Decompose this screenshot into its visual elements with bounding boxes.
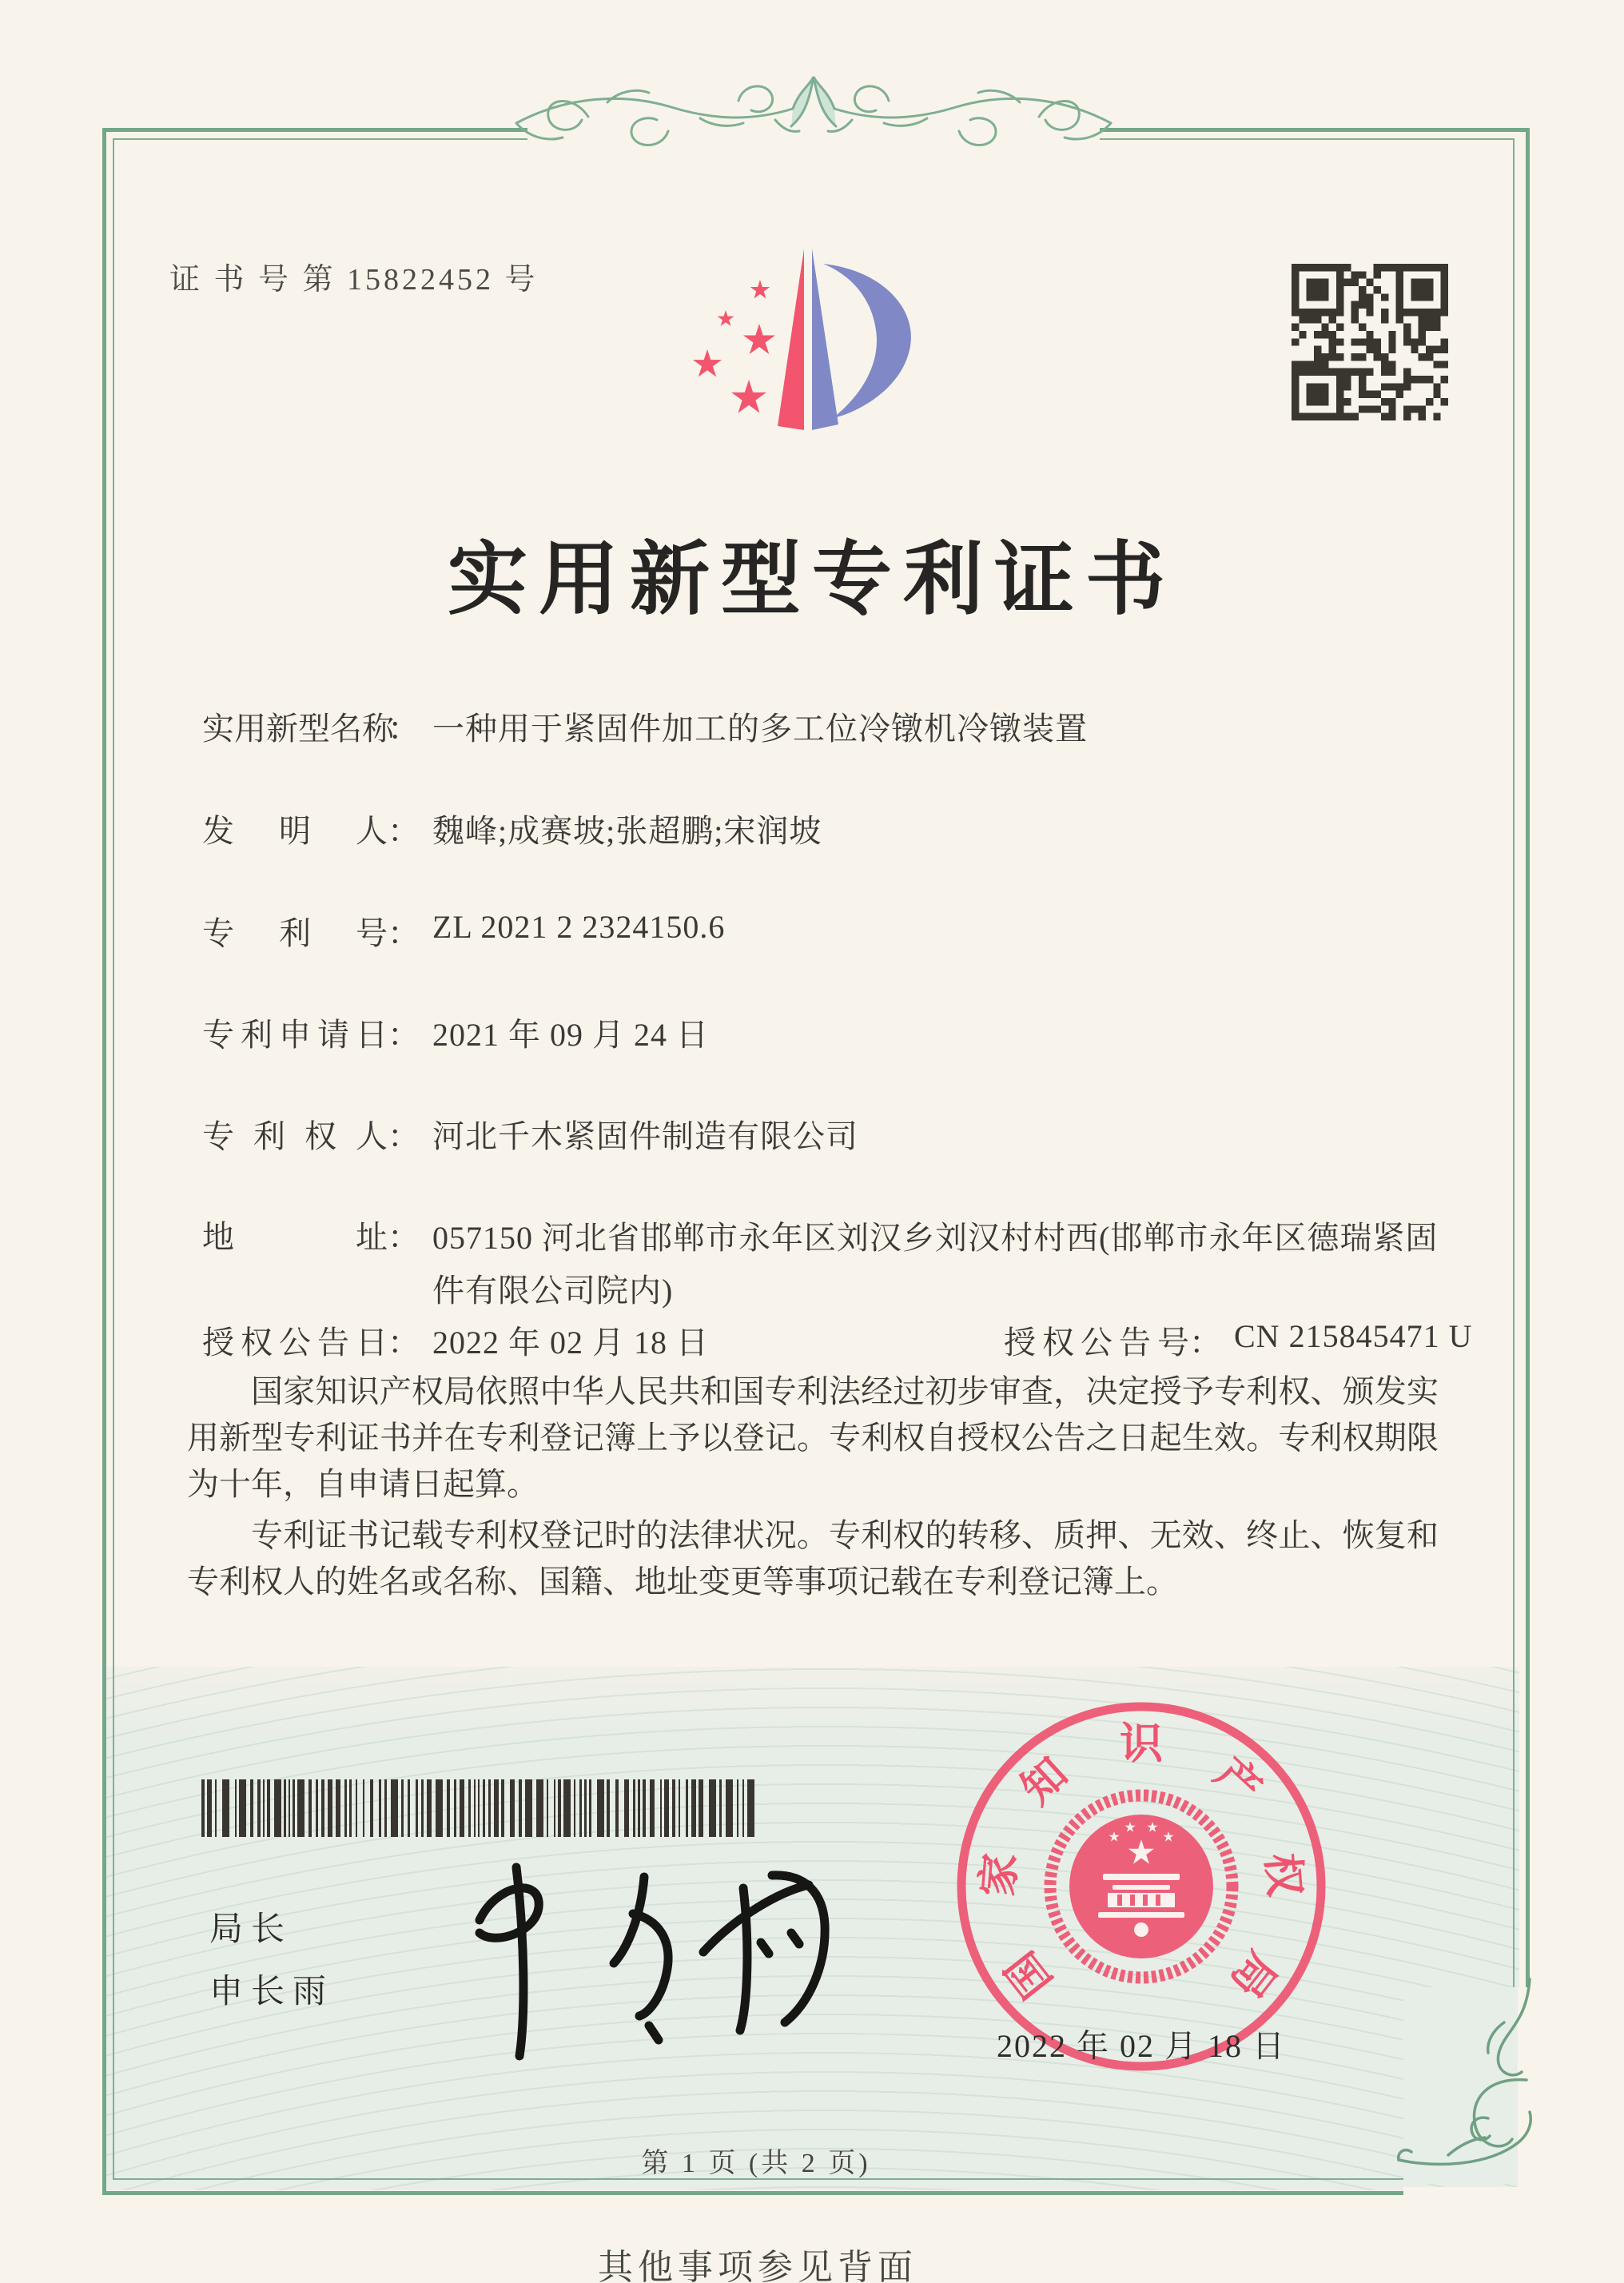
field-patentee: [202, 1111, 858, 1157]
field-grant-date: [202, 1317, 1473, 1363]
seal-ring-char: 识: [1120, 1719, 1163, 1768]
seal-ring-char: 家: [973, 1851, 1025, 1899]
field-value: 2022 年 02 月 18 日: [432, 1325, 709, 1361]
field-colon: ：: [1189, 1325, 1221, 1361]
legal-text-block: [187, 1369, 1439, 1610]
field-patent-number: [202, 908, 725, 954]
field-label: 发明人: [202, 813, 388, 849]
field-colon: ：: [388, 813, 420, 849]
back-side-note: 其他事项参见背面: [598, 2248, 917, 2283]
seal-ring-char: 知: [1012, 1749, 1077, 1815]
field-value: ZL 2021 2 2324150.6: [432, 909, 726, 945]
legal-paragraph-1: 国家知识产权局依照中华人民共和国专利法经过初步审查，决定授予专利权、颁发实用新型专利证书并在专利登记簿上予以登记。专利权自授权公告之日起生效。专利权期限为十年，自申请日起算。: [187, 1373, 1439, 1502]
field-colon: ：: [388, 915, 420, 951]
cnipa-logo-icon: [687, 238, 943, 478]
field-label: 授权公告日: [202, 1325, 388, 1361]
field-label: 实用新型名称: [202, 711, 394, 747]
field-colon: ：: [388, 1118, 420, 1154]
field-address: [202, 1212, 1441, 1317]
field-value: 一种用于紧固件加工的多工位冷镦机冷镦装置: [432, 711, 1088, 747]
commissioner-signature: [448, 1831, 831, 2070]
field-label: 专利申请日: [202, 1017, 388, 1053]
field-utility-model-name: [202, 703, 1088, 749]
commissioner-name: 申长雨: [209, 1972, 335, 2010]
field-value: 057150 河北省邯郸市永年区刘汉乡刘汉村村西(邯郸市永年区德瑞紧固件有限公司院内): [432, 1220, 1439, 1309]
dragon-ornament-icon: [511, 74, 1116, 177]
field-filing-date: [202, 1010, 709, 1055]
seal-date: 2022 年 02 月 18 日: [997, 2028, 1286, 2064]
field-value: 魏峰;成赛坡;张超鹏;宋润坡: [432, 813, 822, 849]
field-label: 专利号: [202, 915, 388, 951]
field-value: 河北千木紧固件制造有限公司: [432, 1118, 858, 1154]
border-gap-corner: [1403, 2187, 1538, 2201]
field-value: CN 215845471 U: [1234, 1318, 1473, 1354]
seal-ring-char: 国: [997, 1942, 1061, 2006]
field-colon: ：: [388, 1017, 420, 1053]
page-number: 第 1 页 (共 2 页): [641, 2149, 871, 2178]
barcode: [201, 1779, 761, 1837]
field-inventors: [202, 806, 822, 851]
field-value: 2021 年 09 月 24 日: [432, 1017, 709, 1053]
commissioner-title: 局长: [209, 1910, 293, 1947]
certificate-title: 实用新型专利证书: [448, 536, 1176, 624]
field-colon: ：: [388, 711, 420, 747]
certificate-number: 证 书 号 第 15822452 号: [169, 263, 539, 297]
field-grant-number: [1004, 1317, 1472, 1363]
field-colon: ：: [388, 1219, 420, 1255]
corner-flourish-icon: [1392, 1974, 1536, 2174]
field-label: 专利权人: [202, 1118, 388, 1154]
field-colon: ：: [388, 1325, 420, 1361]
qr-code: [1292, 264, 1448, 420]
field-label: 地址: [202, 1219, 388, 1255]
legal-paragraph-2: 专利证书记载专利权登记时的法律状况。专利权的转移、质押、无效、终止、恢复和专利权人的姓名或名称、国籍、地址变更等事项记载在专利登记簿上。: [187, 1517, 1439, 1600]
seal-ring-char: 产: [1205, 1749, 1271, 1815]
field-label: 授权公告号: [1004, 1325, 1189, 1361]
seal-ring-char: 局: [1221, 1942, 1286, 2006]
seal-ring-char: 权: [1257, 1851, 1310, 1899]
